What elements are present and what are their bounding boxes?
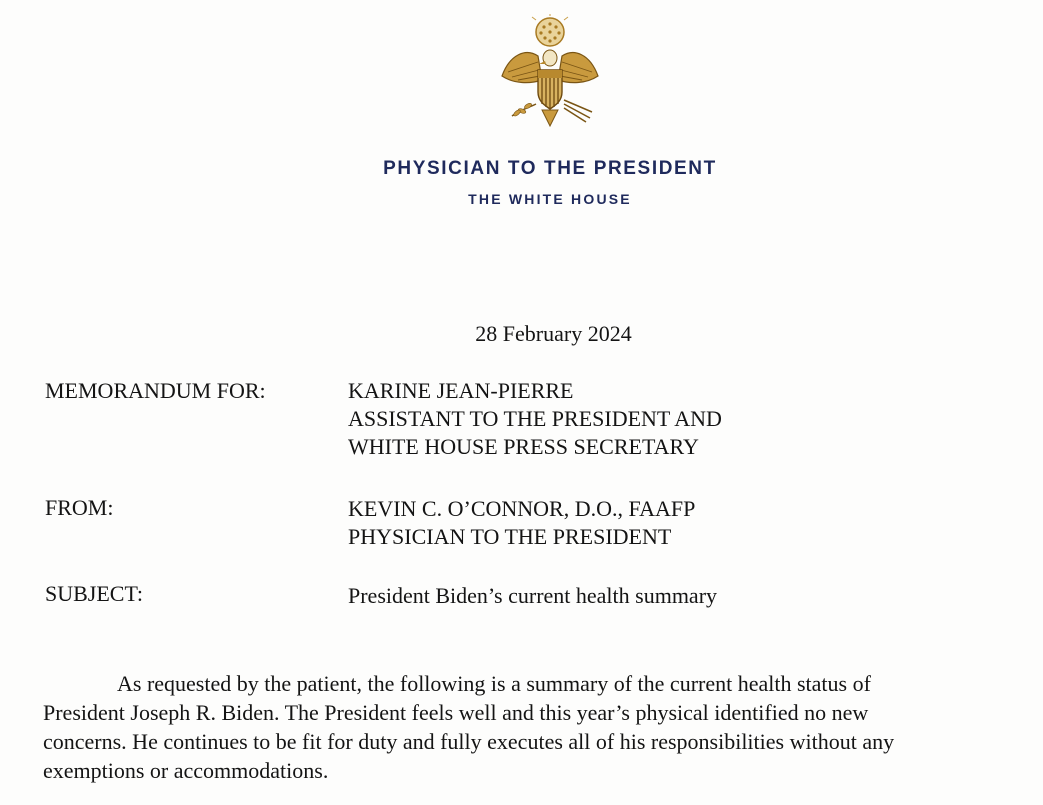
body-line: As requested by the patient, the following is a summary of the current health status of: [117, 671, 871, 696]
body-line: exemptions or accommodations.: [43, 758, 329, 783]
memo-from-line: KEVIN C. O’CONNOR, D.O., FAAFP: [348, 496, 696, 521]
body-line: concerns. He continues to be fit for duty and fully executes all of his responsibilities without any: [43, 729, 895, 754]
memo-from-sender: [348, 495, 695, 551]
memo-subject-label: SUBJECT:: [45, 581, 143, 606]
memo-for-line: KARINE JEAN-PIERRE: [348, 378, 574, 403]
memo-body-paragraph: [43, 669, 1033, 785]
memo-for-label: MEMORANDUM FOR:: [45, 378, 266, 403]
memo-for-line: WHITE HOUSE PRESS SECRETARY: [348, 434, 699, 459]
body-line: President Joseph R. Biden. The President feels well and this year’s physical identified no new: [43, 700, 869, 725]
memo-date: 28 February 2024: [475, 321, 632, 346]
presidential-seal-icon: [492, 14, 608, 132]
memo-from-line: PHYSICIAN TO THE PRESIDENT: [348, 524, 672, 549]
memo-for-recipient: [348, 377, 722, 461]
letterhead-title: PHYSICIAN TO THE PRESIDENT: [383, 158, 717, 179]
memo-for-line: ASSISTANT TO THE PRESIDENT AND: [348, 406, 722, 431]
memo-from-label: FROM:: [45, 495, 114, 520]
memo-subject: President Biden’s current health summary: [348, 583, 718, 608]
letterhead-subtitle: THE WHITE HOUSE: [468, 191, 632, 207]
